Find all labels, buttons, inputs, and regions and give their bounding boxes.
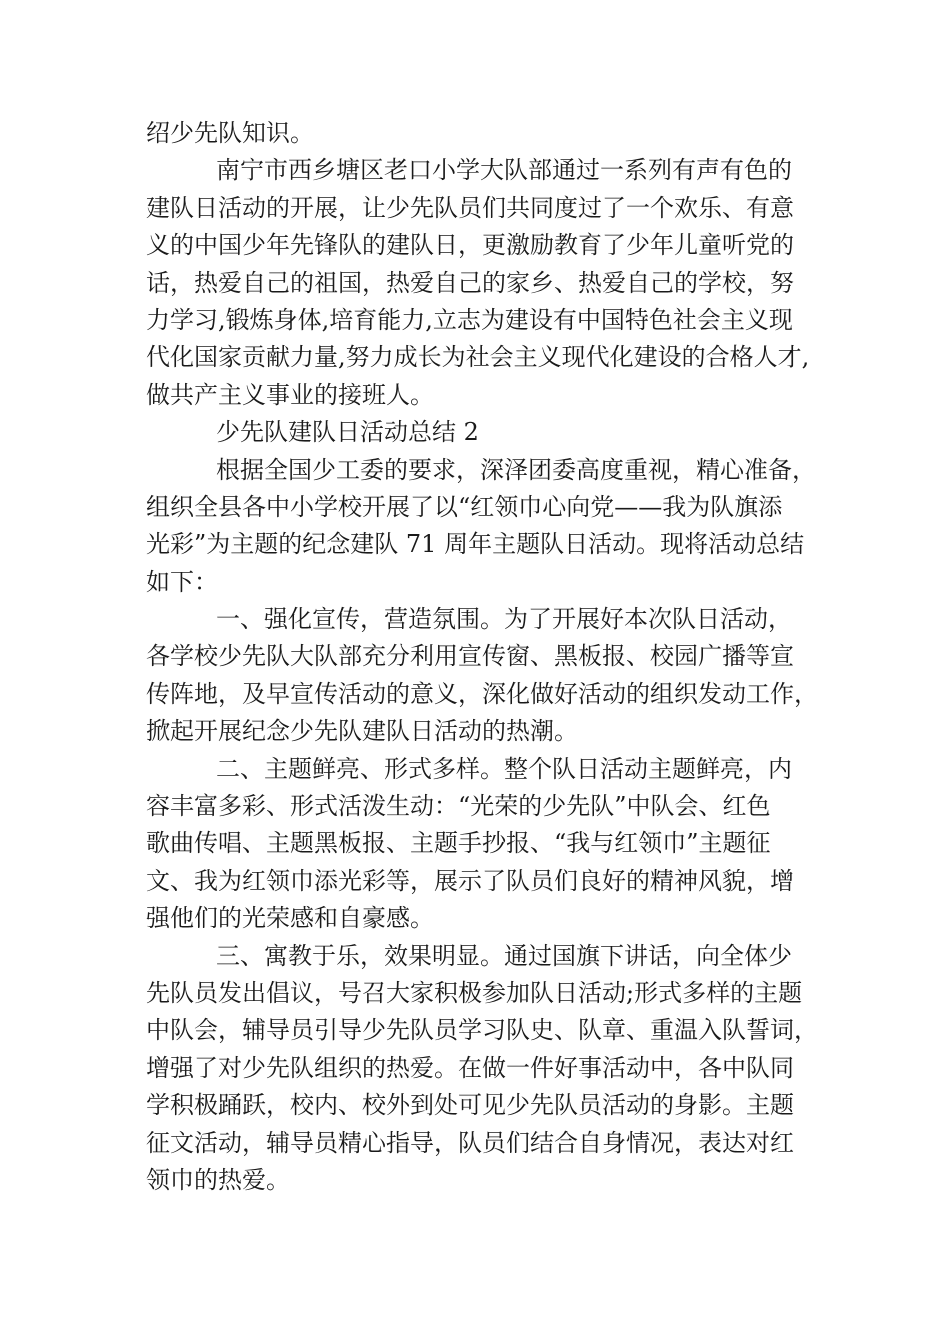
text-line: 二、主题鲜亮、形式多样。整个队日活动主题鲜亮，内 [216,754,792,783]
text-line: 强他们的光荣感和自豪感。 [146,904,434,933]
text-line: 做共产主义事业的接班人。 [146,380,434,409]
text-line: 各学校少先队大队部充分利用宣传窗、黑板报、校园广播等宣 [146,642,794,671]
text-line: 征文活动，辅导员精心指导，队员们结合自身情况，表达对红 [146,1128,794,1157]
text-line: 代化国家贡献力量,努力成长为社会主义现代化建设的合格人才, [146,343,810,372]
text-line: 义的中国少年先锋队的建队日，更激励教育了少年儿童听党的 [146,231,794,260]
text-line: 话，热爱自己的祖国，热爱自己的家乡、热爱自己的学校，努 [146,268,794,297]
text-line: 根据全国少工委的要求，深泽团委高度重视，精心准备， [216,455,816,484]
text-line: 少先队建队日活动总结 2 [216,418,479,447]
text-line: 绍少先队知识。 [146,119,314,147]
text-line: 先队员发出倡议，号召大家积极参加队日活动;形式多样的主题 [146,978,803,1007]
text-line: 三、寓教于乐，效果明显。通过国旗下讲话，向全体少 [216,941,792,970]
document-body-text [146,115,826,1199]
text-line: 容丰富多彩、形式活泼生动：“光荣的少先队”中队会、红色 [146,792,771,821]
text-line: 一、强化宣传，营造氛围。为了开展好本次队日活动， [216,605,792,634]
text-line: 传阵地，及早宣传活动的意义，深化做好活动的组织发动工作， [146,679,818,708]
text-line: 学积极踊跃，校内、校外到处可见少先队员活动的身影。主题 [146,1091,794,1120]
text-line: 建队日活动的开展，让少先队员们共同度过了一个欢乐、有意 [146,193,794,222]
text-line: 歌曲传唱、主题黑板报、主题手抄报、“我与红领巾”主题征 [146,829,771,858]
text-line: 增强了对少先队组织的热爱。在做一件好事活动中，各中队同 [146,1053,794,1082]
text-line: 组织全县各中小学校开展了以“红领巾心向党——我为队旗添 [146,492,783,521]
text-line: 文、我为红领巾添光彩等，展示了队员们良好的精神风貌，增 [146,866,794,895]
text-line: 南宁市西乡塘区老口小学大队部通过一系列有声有色的 [216,156,792,185]
text-line: 力学习,锻炼身体,培育能力,立志为建设有中国特色社会主义现 [146,305,793,334]
text-line: 掀起开展纪念少先队建队日活动的热潮。 [146,717,578,746]
text-line: 中队会，辅导员引导少先队员学习队史、队章、重温入队誓词， [146,1016,818,1045]
text-line: 领巾的热爱。 [146,1165,290,1194]
text-line: 如下： [146,567,218,596]
text-line: 光彩”为主题的纪念建队 71 周年主题队日活动。现将活动总结 [146,530,805,559]
